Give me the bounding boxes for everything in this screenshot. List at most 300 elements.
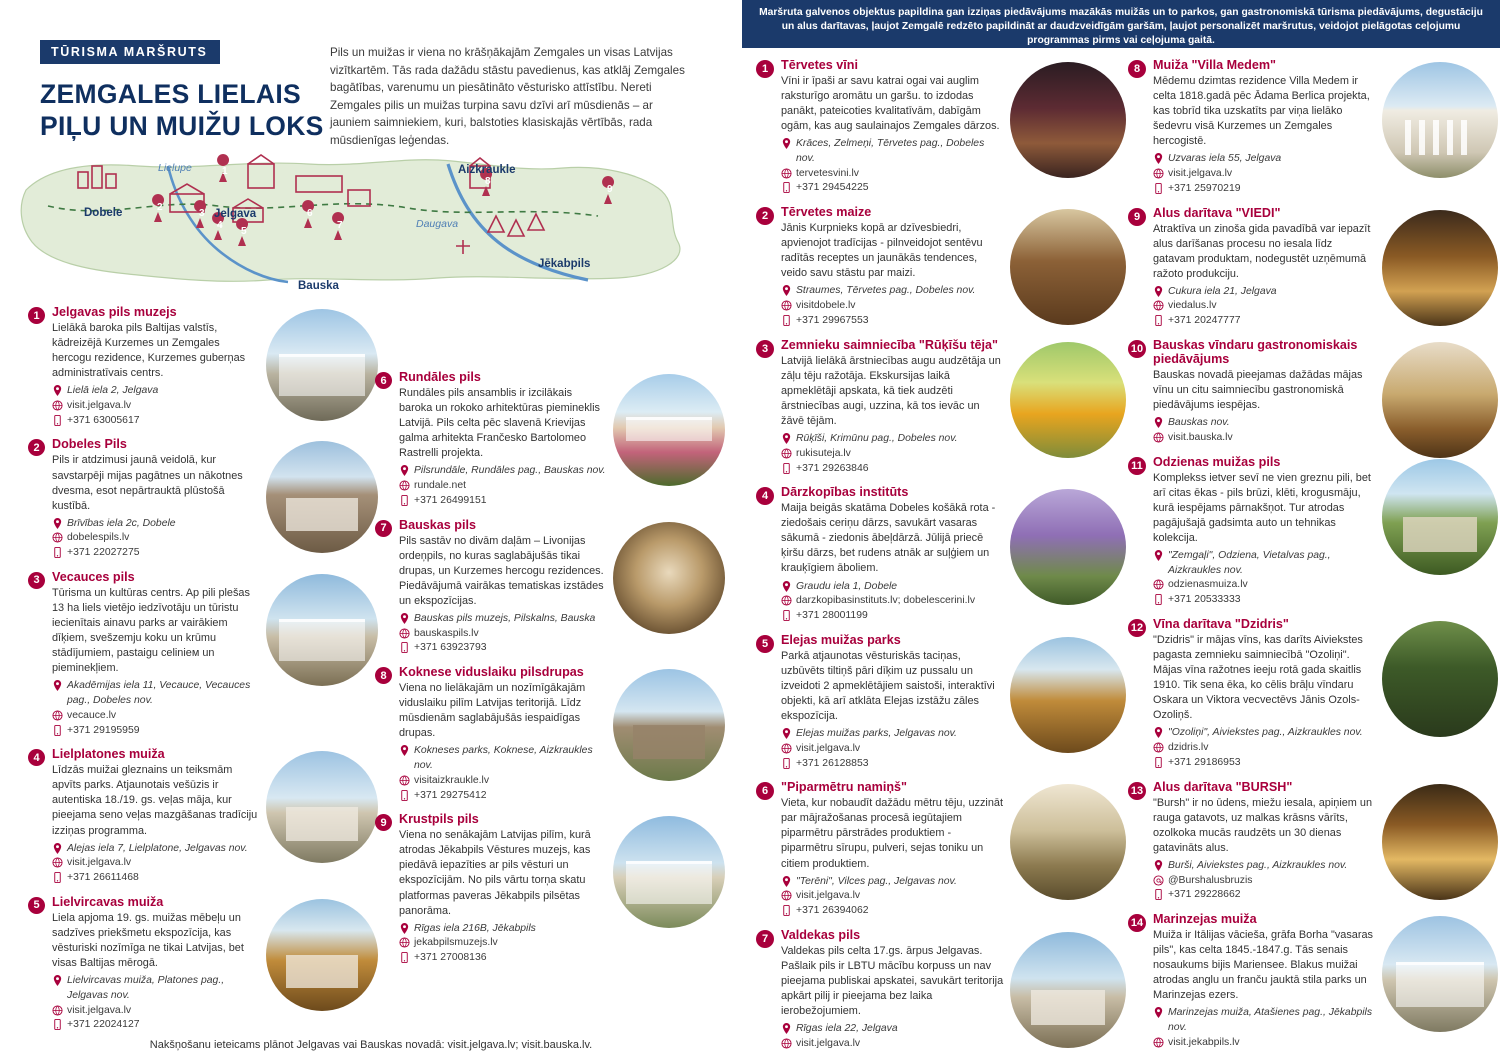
map-city-bauska: Bauska [298, 280, 339, 292]
item-title: Marinzejas muiža [1153, 912, 1257, 927]
item-description: Mēdemu dzimtas rezidence Villa Medem ir celta 1818.gadā pēc Ādama Berlica projekta, kas tobrīd tika uzskatīts par viņa lielāko šedevru visā Kurzemes un Zemgales hercogistē. [1153, 75, 1370, 148]
item-photo [1382, 916, 1498, 1032]
item-description: Pils sastāv no divām daļām – Livonijas ordeņpils, no kuras saglabājušās tikai drupas, un Kurzemes hercogu rezidences. Piedāvājumā vairākas tematiskas izstādes un ekspozīcijas. [399, 534, 604, 607]
meta-location: Straumes, Tērvetes pag., Dobeles nov. [781, 284, 1004, 299]
phone-icon [781, 182, 792, 193]
map-pin-4[interactable]: 4 [217, 220, 223, 231]
meta-phone[interactable]: +371 29228662 [1153, 888, 1376, 903]
meta-website[interactable]: visitdobele.lv [781, 299, 1004, 314]
meta-website[interactable]: dzidris.lv [1153, 741, 1376, 756]
item-number: 6 [375, 372, 392, 389]
list-item[interactable] [28, 570, 378, 738]
meta-social[interactable]: @Burshalusbruzis [1153, 874, 1376, 889]
item-description: Atraktīva un zinoša gida pavadībā var iepazīt alus darīšanas procesu no iesala līdz gatavam produktam, nodegustēt uzņēmumā ražoto produkciju. [1153, 222, 1371, 280]
meta-location: Rīgas iela 22, Jelgava [781, 1022, 1004, 1037]
item-meta [52, 384, 260, 428]
item-meta [1153, 152, 1376, 196]
globe-icon [781, 300, 792, 311]
item-meta [1153, 859, 1376, 903]
meta-website[interactable]: dobelespils.lv [52, 531, 260, 546]
globe-icon [52, 710, 63, 721]
meta-location: Brīvības iela 2c, Dobele [52, 517, 260, 532]
meta-website[interactable]: jekabpilsmuzejs.lv [399, 936, 607, 951]
meta-phone[interactable]: +371 20247777 [1153, 314, 1376, 329]
item-title: Muiža "Villa Medem" [1153, 58, 1276, 72]
item-meta [781, 1022, 1004, 1052]
route-map[interactable] [18, 150, 718, 305]
item-number: 7 [756, 930, 774, 948]
right-column-a [756, 58, 1126, 1061]
item-photo [1382, 459, 1498, 575]
right-column-b [1128, 58, 1498, 1060]
globe-icon [1153, 1037, 1164, 1048]
intro-text: Pils un muižas ir viena no krāšņākajām Zemgales un visas Latvijas vizītkartēm. Tās rada dažādu stāstu pavedienus, kas atklāj Zemgales bagātības, varenumu un piesātināto vēsturisko attīstību. Nereti Zemgales pilis un muižas turpina savu dzīvi arī mūsdienās – ar jauniem saimniekiem, kuri, balstoties klasiskajās vērtībās, rada mūsdienīgas leģendas. [330, 46, 685, 148]
item-title: Tērvetes maize [781, 205, 872, 220]
list-item[interactable] [28, 305, 378, 428]
meta-phone[interactable]: +371 22027275 [52, 546, 260, 561]
meta-location: "Zemgaļi", Odziena, Vietalvas pag., Aizkraukles nov. [1153, 549, 1376, 579]
globe-icon [1153, 168, 1164, 179]
meta-phone[interactable]: +371 26128853 [781, 757, 1004, 772]
item-photo [613, 669, 725, 781]
item-number: 11 [1128, 457, 1146, 475]
item-title: "Piparmētru namiņš" [781, 780, 908, 795]
meta-location: Burši, Aiviekstes pag., Aizkraukles nov. [1153, 859, 1376, 874]
pin-icon [781, 1023, 792, 1034]
meta-location: Uzvaras iela 55, Jelgava [1153, 152, 1376, 167]
meta-phone[interactable]: +371 26611468 [52, 871, 260, 886]
globe-icon [399, 480, 410, 491]
item-photo [1010, 489, 1126, 605]
meta-phone[interactable]: +371 29275412 [399, 789, 607, 804]
item-description: "Bursh" ir no ūdens, miežu iesala, apiņiem un rauga gatavots, uz malkas krāsns vārīts, ozolkoka mucās raudzēts un 30 dienas gatavināts alus. [1153, 796, 1373, 854]
item-photo [1382, 62, 1498, 178]
map-pin-6[interactable]: 6 [307, 208, 313, 219]
map-city-jekabpils: Jēkabpils [538, 258, 591, 270]
item-description: Maija beigās skatāma Dobeles košākā rota - ziedošais ceriņu dārzs, savukārt vasaras sākumā - ziedonis ābeļdārzā. Jūlijā priecē ķiršu dārzs, bet rudens atnāk ar suļģiem un krauķīgiem āboliem. [781, 502, 996, 575]
meta-location: Rīgas iela 216B, Jēkabpils [399, 922, 607, 937]
item-photo [1010, 209, 1126, 325]
item-title: Tērvetes vīni [781, 58, 859, 72]
item-description: Jānis Kurpnieks kopā ar dzīvesbiedri, apvienojot tradīcijas - pilnveidojot sentēvu radītās receptes un jaunākās tendences, veido savu stāstu par maizi. [781, 222, 983, 280]
meta-phone[interactable]: +371 26394062 [781, 904, 1004, 919]
list-item[interactable] [1128, 58, 1498, 197]
item-number: 12 [1128, 619, 1146, 637]
globe-icon [781, 168, 792, 179]
meta-website[interactable]: rukisuteja.lv [781, 447, 1004, 462]
item-number: 3 [28, 572, 45, 589]
item-photo [1382, 621, 1498, 737]
pin-icon [1153, 417, 1164, 428]
list-item[interactable] [1128, 617, 1498, 771]
meta-location: Pilsrundāle, Rundāles pag., Bauskas nov. [399, 464, 607, 479]
item-meta [1153, 1006, 1376, 1050]
item-photo [1382, 210, 1498, 326]
meta-phone[interactable]: +371 63005617 [52, 414, 260, 429]
list-item[interactable] [756, 58, 1126, 196]
meta-website[interactable]: visit.jelgava.lv [52, 399, 260, 414]
globe-icon [781, 890, 792, 901]
route-badge: TŪRISMA MARŠRUTS [40, 40, 220, 64]
globe-icon [52, 1005, 63, 1016]
globe-icon [781, 595, 792, 606]
phone-icon [1153, 757, 1164, 768]
phone-icon [52, 725, 63, 736]
pin-icon [1153, 153, 1164, 164]
right-panel [742, 0, 1500, 1061]
item-description: Valdekas pils celta 17.gs. ārpus Jelgavas. Pašlaik pils ir LBTU mācību korpuss un nav pieejama publiskai apskatei, savukārt teritorija apkārt pilij ir pieejama bez laika ierobežojumiem. [781, 944, 1004, 1018]
meta-phone[interactable]: +371 20533333 [1153, 593, 1376, 608]
meta-phone[interactable]: +371 29263846 [781, 462, 1004, 477]
item-meta [781, 137, 1004, 196]
globe-icon [1153, 742, 1164, 753]
item-title: Dārzkopības institūts [781, 485, 909, 500]
phone-icon [781, 463, 792, 474]
meta-phone[interactable]: +371 28001199 [781, 609, 1004, 624]
pin-icon [399, 923, 410, 934]
item-title: Elejas muižas parks [781, 632, 901, 647]
banner-text: Maršruta galvenos objektus papildina gan izziņas piedāvājums mazākās muižās un to parkos, gan gastronomiskā tūrisma piedāvājums, degustāciju un alus darītavas, ļaujot Zemgalē redzēto papildināt ar daudzveidīgām garšām, ļaujot personalizēt maršrutus, veidojot pielāgotas ceļojumu programmas pirms vai ceļojuma gaitā. [742, 0, 1500, 48]
list-item[interactable] [28, 895, 378, 1033]
pin-icon [399, 465, 410, 476]
globe-icon [781, 448, 792, 459]
meta-website[interactable]: viedalus.lv [1153, 299, 1376, 314]
item-photo [266, 441, 378, 553]
meta-location: Akadēmijas iela 11, Vecauce, Vecauces pag., Dobeles nov. [52, 679, 260, 709]
globe-icon [399, 775, 410, 786]
item-title: Lielvircavas muiža [52, 894, 164, 909]
item-title: Jelgavas pils muzejs [52, 305, 177, 319]
map-pin-1[interactable]: 1 [222, 166, 228, 177]
item-number: 9 [1128, 208, 1146, 226]
item-meta [1153, 416, 1376, 446]
item-number: 10 [1128, 340, 1146, 358]
phone-icon [399, 495, 410, 506]
pin-icon [781, 433, 792, 444]
phone-icon [781, 758, 792, 769]
globe-icon [52, 857, 63, 868]
pin-icon [52, 680, 63, 691]
item-description: Vīni ir īpaši ar savu katrai ogai vai auglim raksturīgo aromātu un garšu. to izdodas panākt, pateicoties kvalitatīvām, dabīgām ogām, kas aug saulainajos Zemgales dārzos. [781, 75, 1000, 133]
phone-icon [399, 952, 410, 963]
pin-icon [52, 843, 63, 854]
list-item[interactable] [756, 485, 1126, 624]
list-item[interactable] [28, 437, 378, 560]
pin-icon [1153, 286, 1164, 297]
item-number: 1 [756, 60, 774, 78]
item-description: Komplekss ietver sevī ne vien greznu pili, bet arī citas ēkas - pils brūzi, klēti, krogusmāju, kurā iespējams pārnakšņot. Tur atrodas pagājušajā gadsimta auto un tehnikas kolekcija. [1153, 471, 1371, 544]
meta-website[interactable]: visit.jelgava.lv [781, 889, 1004, 904]
meta-location: Lielā iela 2, Jelgava [52, 384, 260, 399]
meta-website[interactable]: darzkopibasinstituts.lv; dobelescerini.lv [781, 594, 1004, 609]
pin-icon [399, 745, 410, 756]
item-description: Tūrisma un kultūras centrs. Ap pili plešas 13 ha liels vietējo iedzīvotāju un tūristu iecienītais ainavu parks ar vairākiem dīķiem, svešzemju koku un krūmu stādījumiem, pastaigu celinieм un pieminekļiem. [52, 586, 250, 675]
item-meta [781, 875, 1004, 919]
globe-icon [52, 532, 63, 543]
meta-website[interactable]: visit.jelgava.lv [781, 742, 1004, 757]
map-pin-2[interactable]: 2 [157, 202, 163, 213]
item-photo [266, 751, 378, 863]
meta-location: Bauskas nov. [1153, 416, 1376, 431]
item-title: Bauskas vīndaru gastronomiskais piedāvājums [1153, 338, 1358, 367]
phone-icon [52, 547, 63, 558]
item-number: 5 [756, 635, 774, 653]
item-description: Viena no senākajām Latvijas pilīm, kurā atrodas Jēkabpils Vēstures muzejs, kas piedāvā iepazīties ar pils vēsturi un ekspozīcijām. No pils vārtu torņa skatu platformas paveras Jēkabpils pilsētas panorāma. [399, 829, 591, 917]
pin-icon [399, 613, 410, 624]
item-title: Lielplatones muiža [52, 747, 165, 762]
phone-icon [1153, 594, 1164, 605]
meta-website[interactable]: visit.jelgava.lv [1153, 167, 1376, 182]
meta-location: Cukura iela 21, Jelgava [1153, 285, 1376, 300]
phone-icon [399, 790, 410, 801]
pin-icon [781, 581, 792, 592]
item-title: Vecauces pils [52, 569, 135, 584]
item-meta [399, 744, 607, 803]
meta-website[interactable]: visit.jelgava.lv [52, 1004, 260, 1019]
footnote: Nakšņošanu ieteicams plānot Jelgavas vai Bauskas novadā: visit.jelgava.lv; visit.bauska.lv. [149, 1039, 593, 1051]
meta-phone[interactable]: +371 22024127 [52, 1018, 260, 1033]
phone-icon [1153, 183, 1164, 194]
item-description: "Dzidris" ir mājas vīns, kas darīts Aiviekstes pagasta zemnieku saimniecībā "Ozoliņi". Mājas vīna ražotnes ieeju rotā gada skaitlis 1910. Tik sena ēka, ko cēlis brāļu vīndaru Oskara un Viktora vecvectēvs Jānis Ozols-Ozoliņš. [1153, 633, 1363, 722]
meta-website[interactable]: tervetesvini.lv [781, 167, 1004, 182]
pin-icon [1153, 727, 1164, 738]
item-title: Valdekas pils [781, 927, 861, 942]
meta-location: Marinzejas muiža, Atašienes pag., Jēkabpils nov. [1153, 1006, 1376, 1036]
item-photo [266, 899, 378, 1011]
list-item[interactable] [375, 370, 725, 509]
item-meta [781, 432, 1004, 476]
item-title: Alus darītava "VIEDI" [1153, 205, 1281, 220]
meta-website[interactable]: bauskaspils.lv [399, 627, 607, 642]
phone-icon [1153, 889, 1164, 900]
item-title: Krustpils pils [399, 812, 479, 827]
item-meta [399, 612, 607, 656]
at-icon [1153, 875, 1164, 886]
list-item[interactable] [28, 747, 378, 886]
map-city-aizkraukle: Aizkraukle [458, 164, 516, 176]
item-description: Pils ir atdzimusi jaunā veidolā, kur savstarpēji mijas pagātnes un nākotnes dvesma, esot nepārtrauktā plūstošā kustībā. [52, 454, 243, 512]
list-item[interactable] [1128, 338, 1498, 446]
item-photo [613, 374, 725, 486]
item-description: Muiža ir Itālijas vācieša, grāfa Borha "vasaras pils", kas celta 1845.-1847.g. Tās senais nosaukums bijis Mariensee. Blakus muižai atrodas anglu un franču jauktā stila parks un Marinzejas ezers. [1153, 929, 1373, 1002]
map-city-dobele: Dobele [84, 207, 123, 219]
item-number: 2 [756, 207, 774, 225]
item-description: Līdzās muižai gleznains un teiksmām apvīts parks. Atjaunotais vešūzis ir autentiska 18./19. gs. veļas māja, kur pieejama seno veļas mazgāšanas tradīciju izziņas programma. [52, 764, 258, 837]
item-meta [52, 679, 260, 738]
item-meta [52, 842, 260, 886]
meta-phone[interactable]: +371 29195959 [52, 724, 260, 739]
phone-icon [52, 872, 63, 883]
pin-icon [52, 518, 63, 529]
item-meta [399, 464, 607, 508]
list-item[interactable] [375, 665, 725, 803]
meta-website[interactable]: vecauce.lv [52, 709, 260, 724]
meta-phone[interactable]: +371 25970219 [1153, 182, 1376, 197]
globe-icon [1153, 300, 1164, 311]
phone-icon [52, 415, 63, 426]
item-meta [52, 974, 260, 1033]
phone-icon [1153, 315, 1164, 326]
item-number: 8 [375, 667, 392, 684]
pin-icon [1153, 860, 1164, 871]
meta-website[interactable]: odzienasmuiza.lv [1153, 578, 1376, 593]
item-meta [781, 580, 1004, 624]
map-pin-3[interactable]: 3 [199, 208, 205, 219]
item-number: 4 [756, 487, 774, 505]
item-photo [613, 816, 725, 928]
item-title: Alus darītava "BURSH" [1153, 779, 1293, 794]
left-column-a [28, 305, 378, 1042]
item-photo [1010, 342, 1126, 458]
item-title: Zemnieku saimniecība "Rūķīšu tēja" [781, 337, 999, 352]
meta-phone[interactable]: +371 29967553 [781, 314, 1004, 329]
item-description: Latvijā lielākā ārstniecības augu audzētāja un zāļu tēju ražotāja. Ekskursijas laikā apmeklētāji apskata, kā tiek audzēti ārstniecības augi, uzzina, kā tos ievāc un žāvē tējām. [781, 354, 1001, 427]
phone-icon [781, 315, 792, 326]
list-item[interactable] [756, 928, 1126, 1052]
meta-location: Krāces, Zelmeņi, Tērvetes pag., Dobeles nov. [781, 137, 1004, 167]
list-item[interactable] [375, 518, 725, 657]
globe-icon [399, 937, 410, 948]
item-title: Vīna darītava "Dzidris" [1153, 616, 1289, 631]
meta-location: Graudu iela 1, Dobele [781, 580, 1004, 595]
meta-website[interactable]: visit.bauska.lv [1153, 431, 1376, 446]
meta-location: "Terēni", Vilces pag., Jelgavas nov. [781, 875, 1004, 890]
item-number: 5 [28, 897, 45, 914]
meta-location: Bauskas pils muzejs, Pilskalns, Bauska [399, 612, 607, 627]
list-item[interactable] [1128, 455, 1498, 608]
meta-website[interactable]: visit.jelgava.lv [52, 856, 260, 871]
globe-icon [781, 743, 792, 754]
item-photo [613, 522, 725, 634]
pin-icon [52, 385, 63, 396]
item-title: Dobeles Pils [52, 437, 127, 452]
item-number: 8 [1128, 60, 1146, 78]
list-item[interactable] [756, 633, 1126, 772]
meta-phone[interactable]: +371 29454225 [781, 181, 1004, 196]
item-meta [781, 727, 1004, 771]
map-shape [18, 150, 718, 310]
item-number: 1 [28, 307, 45, 324]
item-description: Bauskas novadā pieejamas dažādas mājas vīnu un citu saimniecību gastronomiskā piedāvājums iespējas. [1153, 369, 1363, 412]
pin-icon [781, 876, 792, 887]
meta-phone[interactable]: +371 27008136 [399, 951, 607, 966]
item-description: Viena no lielākajām un nozīmīgākajām viduslaiku pilīm Latvijas teritorijā. Līdz mūsdienām saglabājušās iespaidīgas drupas. [399, 682, 586, 740]
meta-website[interactable]: visit.jelgava.lv [781, 1037, 1004, 1052]
list-item[interactable] [756, 205, 1126, 328]
item-meta [399, 922, 607, 966]
item-description: Parkā atjaunotas vēsturiskās taciņas, uzbūvēts tiltiņš pāri dīķim uz pussalu un izveidoti 2 apmeklētājiem saistoši, interaktīvi objekti, kā arī atklāta Elejas izstāžu zāles ekspozīcija. [781, 649, 995, 722]
item-photo [1382, 784, 1498, 900]
globe-icon [1153, 579, 1164, 590]
meta-location: Rūķīši, Krimūnu pag., Dobeles nov. [781, 432, 1004, 447]
item-title: Rundāles pils [399, 370, 481, 384]
list-item[interactable] [756, 338, 1126, 477]
globe-icon [399, 628, 410, 639]
list-item[interactable] [1128, 206, 1498, 329]
meta-phone[interactable]: +371 63923793 [399, 641, 607, 656]
map-pin-8[interactable]: 8 [485, 176, 491, 187]
item-meta [1153, 285, 1376, 329]
item-photo [1010, 62, 1126, 178]
item-title: Bauskas pils [399, 517, 477, 532]
item-photo [266, 309, 378, 421]
item-number: 7 [375, 520, 392, 537]
pin-icon [52, 975, 63, 986]
globe-icon [1153, 432, 1164, 443]
item-photo [1010, 637, 1126, 753]
pin-icon [781, 285, 792, 296]
pin-icon [1153, 550, 1164, 561]
map-city-jelgava: Jelgava [214, 208, 257, 220]
list-item[interactable] [1128, 912, 1498, 1051]
item-photo [266, 574, 378, 686]
map-pin-5[interactable]: 5 [241, 226, 247, 237]
map-river-lielupe: Lielupe [158, 162, 192, 174]
list-item[interactable] [756, 780, 1126, 919]
meta-location: Elejas muižas parks, Jelgavas nov. [781, 727, 1004, 742]
item-description: Liela apjoma 19. gs. muižas mēbeļu un sadzīves priekšmetu ekspozīcija, kas vēsturiski nozīmīga ne tikai Latvijas, bet visas Baltijas mērogā. [52, 911, 244, 969]
left-column-b [375, 370, 725, 975]
list-item[interactable] [1128, 780, 1498, 903]
meta-phone[interactable]: +371 26499151 [399, 494, 607, 509]
item-title: Koknese viduslaiku pilsdrupas [399, 665, 584, 680]
item-meta [1153, 726, 1376, 770]
item-number: 14 [1128, 914, 1146, 932]
item-photo [1010, 932, 1126, 1048]
item-number: 3 [756, 340, 774, 358]
phone-icon [52, 1019, 63, 1030]
pin-icon [1153, 1007, 1164, 1018]
map-river-daugava: Daugava [416, 218, 459, 230]
meta-location: Lielvircavas muiža, Platones pag., Jelgavas nov. [52, 974, 260, 1004]
pin-icon [781, 728, 792, 739]
item-number: 4 [28, 749, 45, 766]
item-meta [1153, 549, 1376, 608]
map-pin-9[interactable]: 9 [607, 184, 613, 195]
item-photo [1382, 342, 1498, 458]
item-description: Vieta, kur nobaudīt dažādu mētru tēju, uzzināt par mājražošanas procesā iegūtajiem piparmētru pārstrādes produktiem - piparmētru sīrupu, pulveri, sejas toniku un citiem produktiem. [781, 797, 1003, 870]
title-block [40, 40, 340, 143]
meta-location: Alejas iela 7, Lielplatone, Jelgavas nov. [52, 842, 260, 857]
phone-icon [781, 610, 792, 621]
item-title: Odzienas muižas pils [1153, 454, 1281, 469]
meta-website[interactable]: visit.jekabpils.lv [1153, 1036, 1376, 1051]
item-meta [781, 284, 1004, 328]
item-description: Lielākā baroka pils Baltijas valstīs, kādreizējā Kurzemes un Zemgales hercogu rezidence, Kurzemes guberņas administratīvais centrs. [52, 322, 246, 380]
list-item[interactable] [375, 812, 725, 966]
meta-phone[interactable]: +371 29186953 [1153, 756, 1376, 771]
item-photo [1010, 784, 1126, 900]
meta-website[interactable]: visitaizkraukle.lv [399, 774, 607, 789]
meta-website[interactable]: rundale.net [399, 479, 607, 494]
left-panel [0, 0, 742, 1061]
globe-icon [781, 1038, 792, 1049]
item-number: 9 [375, 814, 392, 831]
meta-location: "Ozoliņi", Aiviekstes pag., Aizkraukles nov. [1153, 726, 1376, 741]
map-pin-7[interactable]: 7 [337, 220, 343, 231]
item-number: 6 [756, 782, 774, 800]
item-number: 2 [28, 439, 45, 456]
meta-location: Kokneses parks, Koknese, Aizkraukles nov. [399, 744, 607, 774]
item-description: Rundāles pils ansamblis ir izcilākais baroka un rokoko arhitektūras piemineklis Latvijā. Pils celta pēc slavenā Krievijas galma arhitekta Frančesko Bartolomeo Rastrelli projekta. [399, 387, 600, 460]
page-title: ZEMGALES LIELAIS PIĻU UN MUIŽU LOKS [40, 79, 324, 142]
item-number: 13 [1128, 782, 1146, 800]
globe-icon [52, 400, 63, 411]
pin-icon [781, 138, 792, 149]
item-meta [52, 517, 260, 561]
phone-icon [781, 905, 792, 916]
phone-icon [399, 642, 410, 653]
